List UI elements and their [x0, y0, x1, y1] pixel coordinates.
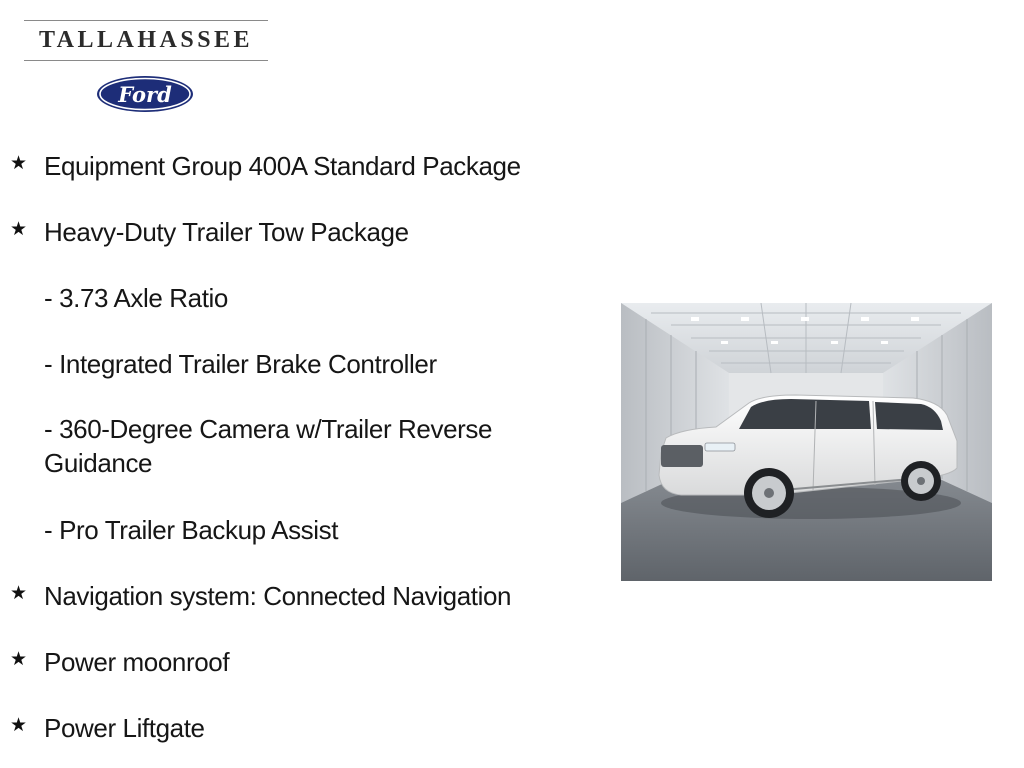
feature-text: Navigation system: Connected Navigation [44, 581, 512, 611]
vehicle-grille [661, 445, 703, 467]
ford-script-text: Ford [118, 82, 172, 107]
vehicle-front-wheel [744, 468, 794, 518]
feature-text: Heavy-Duty Trailer Tow Package [44, 217, 409, 247]
feature-text: Equipment Group 400A Standard Package [44, 151, 521, 181]
dealer-logo[interactable] [24, 19, 268, 115]
star-bullet-icon: ★ [10, 152, 28, 174]
star-bullet-icon: ★ [10, 714, 28, 736]
star-bullet-icon: ★ [10, 648, 28, 670]
vehicle-windows [739, 399, 871, 429]
vehicle-headlight [705, 443, 735, 451]
ford-oval-logo [96, 75, 194, 113]
logo-rule-bottom [24, 60, 268, 61]
star-bullet-icon: ★ [10, 582, 28, 604]
feature-subitem-text: - 3.73 Axle Ratio [44, 283, 228, 313]
dealer-name: TALLAHASSEE [38, 27, 254, 53]
star-bullet-icon: ★ [10, 218, 28, 240]
vehicle-photo[interactable] [621, 303, 992, 581]
feature-subitem-text: - Integrated Trailer Brake Controller [44, 349, 437, 379]
feature-subitem-text: - Pro Trailer Backup Assist [44, 515, 339, 545]
vehicle-rear-wheel [901, 461, 941, 501]
feature-text: Power Liftgate [44, 713, 205, 743]
feature-subitem-text: - 360-Degree Camera w/Trailer Reverse Guidance [44, 414, 493, 478]
logo-rule-top [24, 20, 268, 21]
feature-text: Power moonroof [44, 647, 230, 677]
